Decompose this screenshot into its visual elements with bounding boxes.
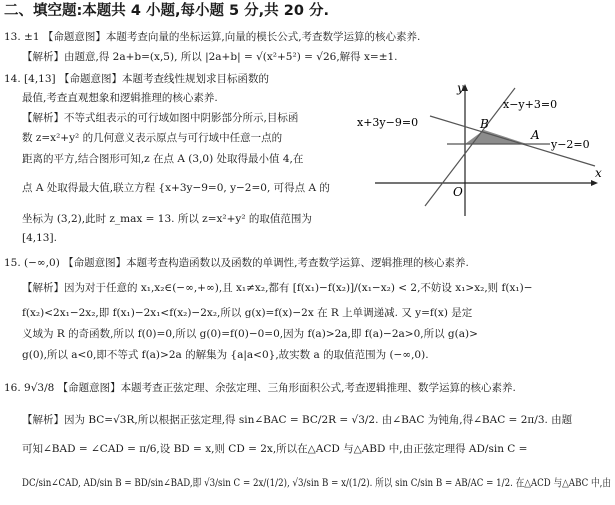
q15-line-5: g(0),所以 a<0,即不等式 f(a)>2a 的解集为 {a|a<0},故实数 a 的取值范围为 (−∞,0). — [22, 349, 429, 361]
q14-line-3: 【解析】不等式组表示的可行域如图中阴影部分所示,目标函 — [22, 112, 299, 124]
q15-line-4: 义域为 R 的奇函数,所以 f(0)=0,所以 g(0)=f(0)−0=0,因为 f(a)>2a,即 f(a)−2a>0,所以 g(a)> — [22, 328, 478, 340]
q14-line-7: 坐标为 (3,2),此时 z_max = 13. 所以 z=x²+y² 的取值范围为 — [22, 213, 312, 225]
line1-label: x−y+3=0 — [503, 98, 558, 111]
line2-label: x+3y−9=0 — [357, 116, 419, 129]
q16-line-3: 可知∠BAD = ∠CAD = π/6,设 BD = x,则 CD = 2x,所以在△ACD 与△ABD 中,由正弦定理得 AD/sin C = — [22, 443, 528, 455]
x-axis-label: x — [595, 166, 602, 180]
y-axis-label: y — [457, 81, 464, 95]
point-a-label: A — [531, 128, 540, 142]
q15-line-1: 15. (−∞,0) 【命题意图】本题考查构造函数以及函数的单调性,考查数学运算、逻辑推理的核心素养. — [4, 257, 469, 269]
q15-line-3: f(x₂)<2x₁−2x₂,即 f(x₁)−2x₁<f(x₂)−2x₂,所以 g(x)=f(x)−2x 在 R 上单调递减. 又 y=f(x) 是定 — [22, 307, 473, 319]
q14-figure — [355, 78, 613, 218]
q15-line-2: 【解析】因为对于任意的 x₁,x₂∈(−∞,+∞),且 x₁≠x₂,都有 [f(x₁)−f(x₂)]/(x₁−x₂) < 2,不妨设 x₁>x₂,则 f(x₁)− — [22, 282, 533, 294]
line-x-y-3 — [425, 88, 515, 206]
line3-label: y−2=0 — [551, 138, 590, 151]
q14-line-8: [4,13]. — [22, 232, 57, 244]
q16-line-1: 16. 9√3/8 【命题意图】本题考查正弦定理、余弦定理、三角形面积公式,考查逻辑推理、数学运算的核心素养. — [4, 382, 516, 394]
q14-line-1: 14. [4,13] 【命题意图】本题考查线性规划求目标函数的 — [4, 73, 269, 85]
q14-line-6: 点 A 处取得最大值,联立方程 {x+3y−9=0, y−2=0, 可得点 A 的 — [22, 182, 330, 194]
q14-line-5: 距离的平方,结合图形可知,z 在点 A (3,0) 处取得最小值 4,在 — [22, 153, 304, 165]
q16-line-4: DC/sin∠CAD, AD/sin B = BD/sin∠BAD,即 √3/sin C = 2x/(1/2), √3/sin B = x/(1/2). 所以 sin C/sin B = AB/AC = 1/2. 在△ACD 与△ABC 中,由 — [22, 477, 612, 489]
section-title: 二、填空题:本题共 4 小题,每小题 5 分,共 20 分. — [4, 3, 329, 19]
q13-line-2: 【解析】由题意,得 2a+b=(x,5), 所以 |2a+b| = √(x²+5²) = √26,解得 x=±1. — [22, 51, 398, 63]
q14-line-2: 最值,考查直观想象和逻辑推理的核心素养. — [22, 92, 218, 104]
q16-line-2: 【解析】因为 BC=√3R,所以根据正弦定理,得 sin∠BAC = BC/2R = √3/2. 由∠BAC 为钝角,得∠BAC = 2π/3. 由题 — [22, 414, 573, 426]
q14-line-4: 数 z=x²+y² 的几何意义表示原点与可行域中任意一点的 — [22, 132, 283, 144]
point-b-label: B — [480, 117, 489, 131]
q13-line-1: 13. ±1 【命题意图】本题考查向量的坐标运算,向量的模长公式,考查数学运算的核心素养. — [4, 31, 421, 43]
x-axis-arrow — [591, 180, 598, 186]
origin-label: O — [453, 185, 463, 199]
